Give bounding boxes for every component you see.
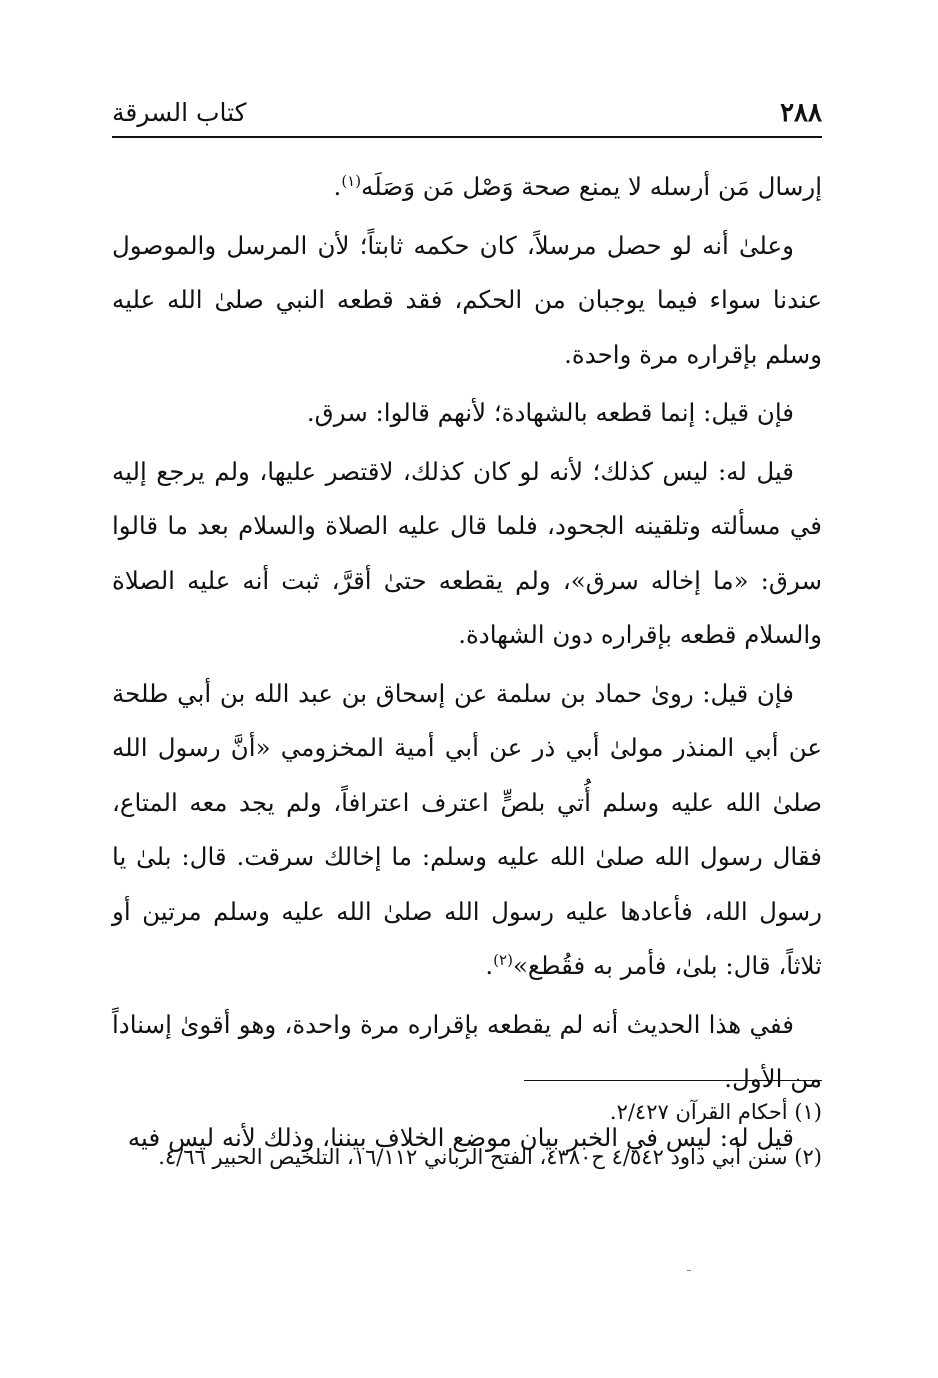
- paragraph: [112, 219, 822, 383]
- document-page: [112, 0, 822, 1378]
- footnote: (٢) سنن أبي داود ٤/٥٤٢ ح٤٣٨٠، الفتح الرباني ١٦/١١٢، التلخيص الحبير ٤/٦٦.: [158, 1145, 822, 1169]
- footnote: (١) أحكام القرآن ٢/٤٢٧.: [609, 1100, 822, 1124]
- main-text: [112, 160, 822, 1165]
- paragraph-text: قيل له: ليس في الخبر بيان موضع الخلاف بيننا، وذلك لأنه ليس فيه: [127, 1122, 794, 1152]
- page-header: [112, 92, 822, 132]
- paragraph-text: إرسال مَن أرسله لا يمنع صحة وَصْل مَن وَصَلَه: [361, 172, 822, 201]
- footnote-ref: (٢): [493, 950, 513, 969]
- paragraph-end: .: [485, 951, 494, 980]
- paragraph: [112, 445, 822, 663]
- paragraph: [112, 998, 822, 1107]
- page-number: ٢٨٨: [780, 98, 822, 128]
- paragraph: [112, 667, 822, 994]
- footnotes: [112, 1092, 822, 1178]
- scan-speck: [687, 1270, 691, 1271]
- paragraph-text: فإن قيل: روىٰ حماد بن سلمة عن إسحاق بن عبد الله بن أبي طلحة عن أبي المنذر مولىٰ أبي ذر عن أبي أمية المخزومي «أنَّ رسول الله صلىٰ الله عليه وسلم أُتي بلصٍّ اعترف اعترافاً، ولم يجد معه المتاع، فقال رسول الله صلىٰ الله عليه وسلم: ما إخالك سرقت. قال: بلىٰ يا رسول الله، فأعادها عليه رسول الله صلىٰ الله عليه وسلم مرتين أو ثلاثاً، قال: بلىٰ، فأمر به فقُطع»: [112, 678, 822, 980]
- paragraph: [112, 160, 822, 215]
- paragraph-text: فإن قيل: إنما قطعه بالشهادة؛ لأنهم قالوا: سرق.: [306, 398, 794, 427]
- paragraph-end: .: [333, 172, 342, 201]
- paragraph-text: قيل له: ليس كذلك؛ لأنه لو كان كذلك، لاقتصر عليها، ولم يرجع إليه في مسألته وتلقينه الجحود، فلما قال عليه الصلاة والسلام بعد ما قالوا سرق: «ما إخاله سرق»، ولم يقطعه حتىٰ أقرَّ، ثبت أنه عليه الصلاة والسلام قطعه بإقراره دون الشهادة.: [112, 456, 822, 649]
- paragraph-text: وعلىٰ أنه لو حصل مرسلاً، كان حكمه ثابتاً؛ لأن المرسل والموصول عندنا سواء فيما يوجبان من الحكم، فقد قطعه النبي صلىٰ الله عليه وسلم بإقراره مرة واحدة.: [112, 230, 822, 369]
- header-divider: [112, 136, 822, 138]
- paragraph-text: ففي هذا الحديث أنه لم يقطعه بإقراره مرة واحدة، وهو أقوىٰ إسناداً من الأول.: [112, 1009, 822, 1093]
- paragraph: [112, 386, 822, 441]
- footnote-ref: (١): [341, 171, 362, 190]
- chapter-title: كتاب السرقة: [112, 98, 247, 127]
- footnote-divider: [524, 1080, 822, 1081]
